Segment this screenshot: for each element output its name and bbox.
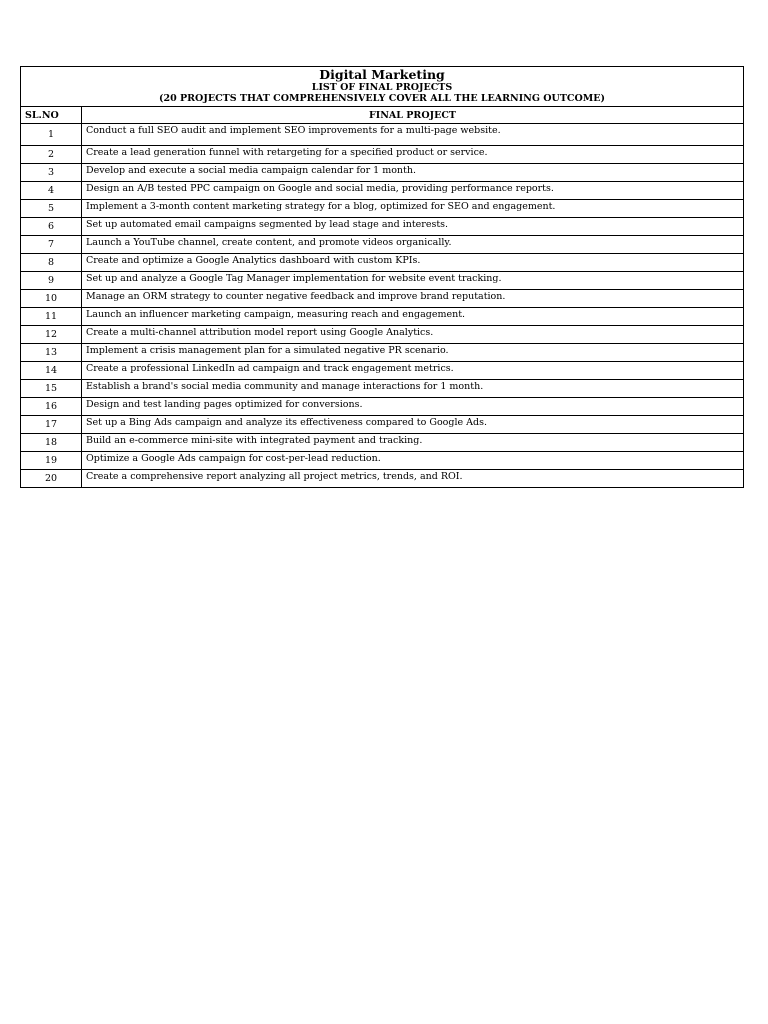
row-project: Design and test landing pages optimized for conversions.	[82, 398, 744, 416]
table-row	[21, 434, 744, 452]
row-number: 6	[21, 218, 82, 236]
row-number: 8	[21, 254, 82, 272]
row-number: 3	[21, 164, 82, 182]
table-row	[21, 452, 744, 470]
row-number: 20	[21, 470, 82, 488]
row-project: Implement a crisis management plan for a simulated negative PR scenario.	[82, 344, 744, 362]
row-project: Develop and execute a social media campaign calendar for 1 month.	[82, 164, 744, 182]
table-row	[21, 470, 744, 488]
row-project: Set up automated email campaigns segmented by lead stage and interests.	[82, 218, 744, 236]
table-row	[21, 308, 744, 326]
table-row	[21, 344, 744, 362]
row-project: Create and optimize a Google Analytics dashboard with custom KPIs.	[82, 254, 744, 272]
row-project: Create a lead generation funnel with retargeting for a specified product or service.	[82, 146, 744, 164]
row-project: Establish a brand's social media community and manage interactions for 1 month.	[82, 380, 744, 398]
row-number: 4	[21, 182, 82, 200]
row-number: 9	[21, 272, 82, 290]
row-number: 11	[21, 308, 82, 326]
document-subtitle: LIST OF FINAL PROJECTS	[311, 82, 453, 93]
table-row	[21, 182, 744, 200]
column-header-sl-no: SL.NO	[21, 107, 82, 124]
row-number: 16	[21, 398, 82, 416]
table-row	[21, 146, 744, 164]
table-row	[21, 124, 744, 146]
row-project: Conduct a full SEO audit and implement SEO improvements for a multi-page website.	[82, 124, 744, 146]
row-project: Launch an influencer marketing campaign, measuring reach and engagement.	[82, 308, 744, 326]
table-row	[21, 236, 744, 254]
row-project: Set up a Bing Ads campaign and analyze its effectiveness compared to Google Ads.	[82, 416, 744, 434]
table-row	[21, 200, 744, 218]
row-number: 7	[21, 236, 82, 254]
row-number: 5	[21, 200, 82, 218]
row-number: 13	[21, 344, 82, 362]
table-row	[21, 164, 744, 182]
table-row	[21, 380, 744, 398]
row-project: Design an A/B tested PPC campaign on Google and social media, providing performance reports.	[82, 182, 744, 200]
table-row	[21, 362, 744, 380]
row-project: Manage an ORM strategy to counter negative feedback and improve brand reputation.	[82, 290, 744, 308]
row-project: Create a comprehensive report analyzing all project metrics, trends, and ROI.	[82, 470, 744, 488]
table-row	[21, 416, 744, 434]
row-number: 18	[21, 434, 82, 452]
row-project: Build an e-commerce mini-site with integrated payment and tracking.	[82, 434, 744, 452]
row-number: 1	[21, 124, 82, 146]
column-header-final-project: FINAL PROJECT	[82, 107, 744, 124]
title-row	[21, 67, 744, 107]
document-title: Digital Marketing	[319, 67, 445, 82]
table-row	[21, 326, 744, 344]
table-row	[21, 218, 744, 236]
row-number: 2	[21, 146, 82, 164]
row-number: 17	[21, 416, 82, 434]
row-project: Implement a 3-month content marketing strategy for a blog, optimized for SEO and engagement.	[82, 200, 744, 218]
row-project: Create a professional LinkedIn ad campaign and track engagement metrics.	[82, 362, 744, 380]
row-number: 15	[21, 380, 82, 398]
row-number: 14	[21, 362, 82, 380]
table-row	[21, 272, 744, 290]
title-cell	[21, 67, 744, 107]
table-row	[21, 290, 744, 308]
row-project: Create a multi-channel attribution model report using Google Analytics.	[82, 326, 744, 344]
row-project: Launch a YouTube channel, create content, and promote videos organically.	[82, 236, 744, 254]
row-number: 12	[21, 326, 82, 344]
document-subtitle-note: (20 PROJECTS THAT COMPREHENSIVELY COVER ALL THE LEARNING OUTCOME)	[159, 93, 606, 104]
row-number: 19	[21, 452, 82, 470]
header-row	[21, 107, 744, 124]
row-project: Set up and analyze a Google Tag Manager implementation for website event tracking.	[82, 272, 744, 290]
projects-table	[20, 66, 744, 488]
row-number: 10	[21, 290, 82, 308]
table-row	[21, 254, 744, 272]
table-row	[21, 398, 744, 416]
row-project: Optimize a Google Ads campaign for cost-per-lead reduction.	[82, 452, 744, 470]
